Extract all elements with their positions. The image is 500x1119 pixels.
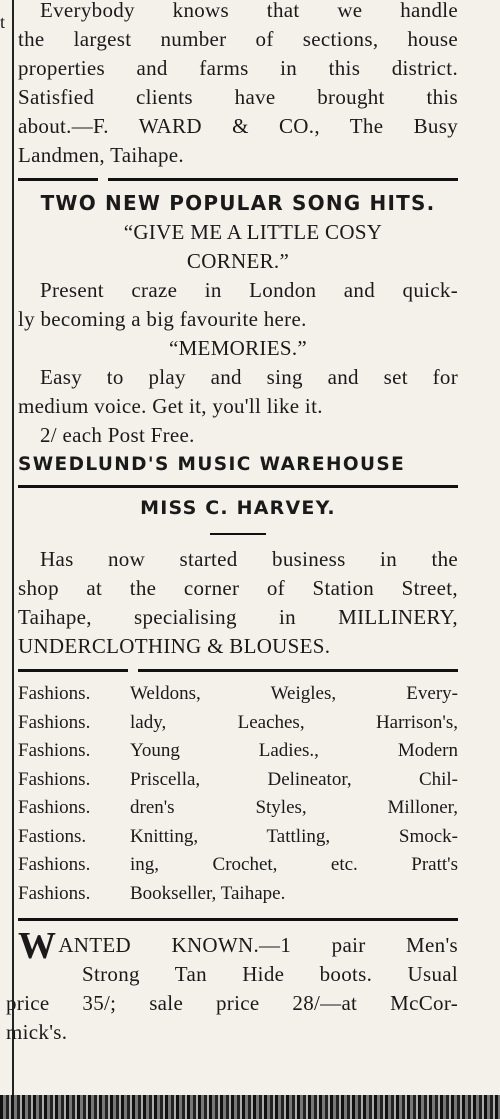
ward-line: Satisfied clients have brought this — [18, 85, 458, 109]
section-divider — [18, 178, 458, 181]
section-divider — [18, 918, 458, 921]
fashion-row — [18, 680, 458, 709]
fashion-label: Fashions. — [18, 797, 91, 818]
song-store: SWEDLUND'S MUSIC WAREHOUSE — [18, 454, 406, 475]
fashion-row — [18, 709, 458, 738]
wanted-advert — [6, 925, 458, 1047]
fashion-label: Fashions. — [18, 882, 91, 904]
fashion-row — [18, 737, 458, 766]
harvey-line: Has now started business in the — [40, 547, 458, 571]
section-divider — [18, 669, 458, 672]
fashion-row — [18, 823, 458, 852]
ward-line: properties and farms in this district. — [18, 56, 458, 80]
drop-cap: W — [18, 925, 57, 967]
fashion-row — [18, 766, 458, 795]
harvey-line: UNDERCLOTHING & BLOUSES. — [18, 634, 331, 658]
wanted-line-text: ANTED KNOWN.—1 pair Men's — [58, 933, 458, 957]
fashion-text: ing, Crochet, etc. Pratt's — [130, 854, 458, 875]
column-rule — [12, 0, 14, 1095]
song-body-line: ly becoming a big favourite here. — [18, 307, 307, 331]
margin-mark: t — [0, 12, 6, 32]
fashion-label: Fashions. — [18, 740, 91, 761]
fashion-label: Fashions. — [18, 768, 91, 790]
song-hits-heading: TWO NEW POPULAR SONG HITS. — [40, 191, 436, 215]
short-rule — [210, 533, 266, 535]
song-title-line: CORNER.” — [186, 249, 290, 273]
fashion-text: Young Ladies., Modern — [130, 740, 458, 761]
fashion-text: lady, Leaches, Harrison's, — [130, 711, 458, 733]
ward-line: Everybody knows that we handle — [40, 0, 458, 22]
wanted-line: mick's. — [6, 1020, 68, 1044]
fashion-row — [18, 794, 458, 823]
wanted-line: Strong Tan Hide boots. Usual — [82, 962, 458, 986]
fashion-label: Fastions. — [18, 825, 87, 847]
fashion-row — [18, 851, 458, 880]
fashion-text: Weldons, Weigles, Every- — [130, 683, 458, 704]
fashions-advert — [18, 680, 458, 908]
fashion-label: Fashions. — [18, 854, 91, 875]
harvey-heading: MISS C. HARVEY. — [140, 497, 336, 519]
section-divider — [18, 485, 458, 488]
song-body-line: medium voice. Get it, you'll like it. — [18, 394, 323, 418]
song-body-line: Present craze in London and quick- — [40, 278, 458, 302]
harvey-advert — [18, 494, 458, 661]
fashion-text: Knitting, Tattling, Smock- — [130, 825, 458, 847]
ward-advert — [18, 0, 458, 170]
newspaper-column — [6, 0, 458, 1053]
song-title-line: “GIVE ME A LITTLE COSY — [123, 220, 383, 244]
harvey-line: shop at the corner of Station Street, — [18, 576, 458, 600]
scan-edge-strip — [0, 1095, 500, 1119]
fashion-text: Bookseller, Taihape. — [130, 882, 286, 904]
ward-line: Landmen, Taihape. — [18, 143, 184, 167]
fashion-text: Priscella, Delineator, Chil- — [130, 768, 458, 790]
fashion-label: Fashions. — [18, 711, 91, 733]
ward-line: the largest number of sections, house — [18, 27, 458, 51]
fashion-label: Fashions. — [18, 683, 91, 704]
ward-line: about.—F. WARD & CO., The Busy — [18, 114, 458, 138]
fashion-text: dren's Styles, Milloner, — [130, 797, 458, 818]
song-price: 2/ each Post Free. — [40, 423, 195, 447]
song-title-line: “MEMORIES.” — [168, 336, 308, 360]
wanted-line: price 35/; sale price 28/—at McCor- — [6, 991, 458, 1015]
fashion-row — [18, 880, 458, 909]
harvey-line: Taihape, specialising in MILLINERY, — [18, 605, 458, 629]
song-hits-advert — [18, 189, 458, 479]
song-body-line: Easy to play and sing and set for — [40, 365, 458, 389]
wanted-line — [18, 925, 458, 967]
